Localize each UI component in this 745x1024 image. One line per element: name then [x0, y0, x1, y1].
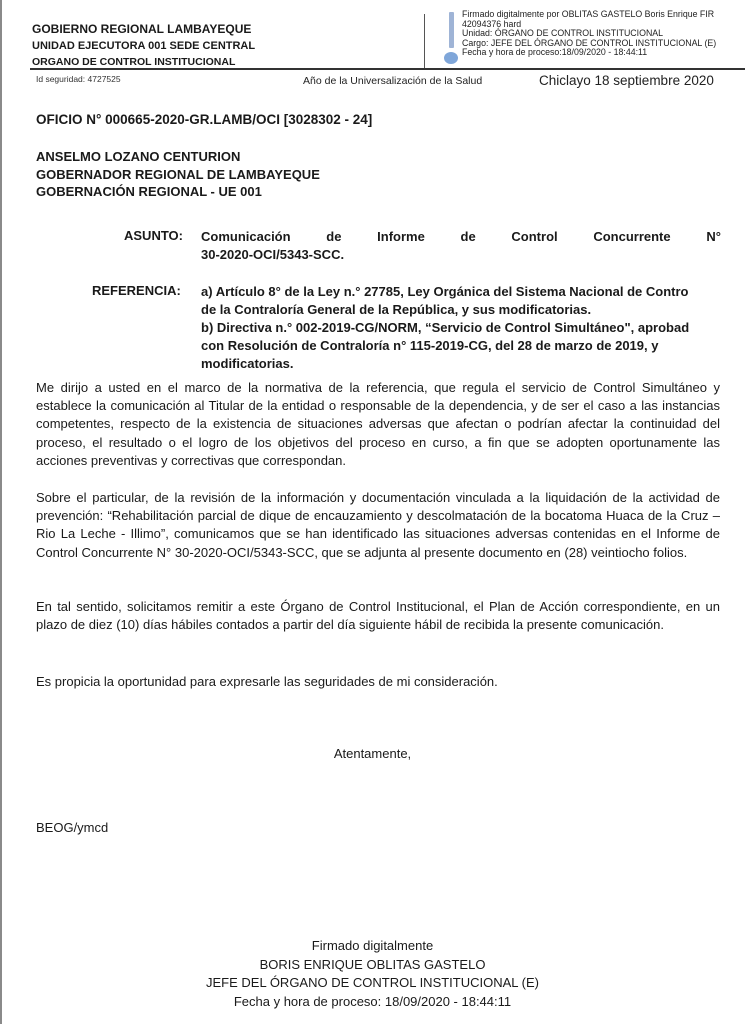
referencia-text — [201, 283, 745, 373]
header-rule — [30, 68, 745, 70]
referencia-line: con Resolución de Contraloría n° 115-2019-CG, del 28 de marzo de 2019, y — [201, 338, 659, 353]
org-office: ORGANO DE CONTROL INSTITUCIONAL — [32, 56, 236, 68]
referencia-label: REFERENCIA: — [92, 283, 181, 298]
closing: Atentamente, — [333, 746, 412, 761]
signature-stamp-line: Firmado digitalmente por OBLITAS GASTELO Boris Enrique FIR — [462, 9, 715, 19]
security-id: Id seguridad: 4727525 — [36, 74, 121, 84]
oficio-number: OFICIO N° 000665-2020-GR.LAMB/OCI [3028302 - 24] — [36, 112, 373, 127]
org-name: GOBIERNO REGIONAL LAMBAYEQUE — [32, 22, 252, 36]
signature-timestamp: Fecha y hora de proceso: 18/09/2020 - 18:44:11 — [233, 993, 512, 1009]
body-paragraph: Me dirijo a usted en el marco de la normativa de la referencia, que regula el servicio de Control Simultáneo y establece la comunicación al Titular de la entidad o responsable de la dependencia, y de ser el caso a las instancias competentes, respecto de la existencia de situaciones adversas que afectan o podrían afectar la continuidad del proceso, el resultado o el logro de los objetivos del proceso en curso, a fin que se adopten oportunamente las acciones preventivas y correctivas que correspondan. — [36, 380, 720, 468]
digital-signature-stamp — [462, 10, 716, 58]
signature-stamp-line: 42094376 hard — [462, 18, 522, 29]
referencia-line: a) Artículo 8° de la Ley n.° 27785, Ley Orgánica del Sistema Nacional de Contro — [201, 284, 689, 299]
asunto-word: Informe — [377, 229, 425, 244]
asunto-label: ASUNTO: — [124, 228, 183, 243]
recipient-name: ANSELMO LOZANO CENTURION — [36, 149, 241, 164]
asunto-word: Control — [511, 229, 558, 244]
page-left-edge — [0, 0, 2, 1024]
asunto-line: 30-2020-OCI/5343-SCC. — [201, 247, 345, 262]
signature-stamp-line: Fecha y hora de proceso:18/09/2020 - 18:44:11 — [462, 47, 648, 57]
body-paragraph: Sobre el particular, de la revisión de la información y documentación vinculada a la liquidación de la actividad de prevención: “Rehabilitación parcial de dique de encauzamiento y descolmatación de la bocatoma Huaca de la Cruz – Rio La Leche - Illimo”, comunicamos que se han identificado las situaciones adversas contenidas en el Informe de Control Concurrente N° 30-2020-OCI/5343-SCC, que se adjunta al presente documento en (28) veintiocho folios. — [36, 490, 720, 560]
letterhead — [0, 0, 745, 70]
recipient-title: GOBERNADOR REGIONAL DE LAMBAYEQUE — [36, 166, 320, 182]
body-paragraph: En tal sentido, solicitamos remitir a este Órgano de Control Institucional, el Plan de Acción correspondiente, en un plazo de diez (10) días hábiles contados a partir del día siguiente hábil de recibida la presente comunicación. — [36, 599, 720, 633]
body-paragraph: Es propicia la oportunidad para expresarle las seguridades de mi consideración. — [36, 674, 498, 689]
recipient-entity: GOBERNACIÓN REGIONAL - UE 001 — [36, 184, 262, 199]
org-unit: UNIDAD EJECUTORA 001 SEDE CENTRAL — [32, 40, 256, 52]
city-date: Chiclayo 18 septiembre 2020 — [539, 73, 714, 88]
asunto-word: Comunicación — [201, 229, 291, 244]
asunto-word: de — [326, 229, 342, 244]
referencia-line: modificatorias. — [201, 356, 294, 371]
header-divider — [424, 14, 425, 68]
asunto-word: N° — [706, 229, 721, 244]
asunto-text — [201, 228, 721, 264]
recipient-block — [36, 148, 320, 201]
reference-initials: BEOG/ymcd — [36, 820, 109, 835]
referencia-line: de la Contraloría General de la República, y sus modificatorias. — [201, 302, 592, 317]
asunto-word: Concurrente — [593, 229, 671, 244]
signer-title: JEFE DEL ÓRGANO DE CONTROL INSTITUCIONAL (E) — [206, 975, 539, 991]
year-motto: Año de la Universalización de la Salud — [303, 75, 483, 87]
signer-name: BORIS ENRIQUE OBLITAS GASTELO — [259, 956, 486, 972]
signature-line: Firmado digitalmente — [311, 938, 434, 953]
referencia-line: b) Directiva n.° 002-2019-CG/NORM, “Servicio de Control Simultáneo", aprobad — [201, 320, 690, 335]
digital-signature-logo-icon — [444, 10, 460, 66]
asunto-word: de — [460, 229, 476, 244]
signature-block — [0, 937, 745, 1011]
signature-stamp-line: Cargo: JEFE DEL ÓRGANO DE CONTROL INSTITUCIONAL (E) — [462, 37, 717, 48]
signature-stamp-line: Unidad: ÓRGANO DE CONTROL INSTITUCIONAL — [462, 28, 664, 38]
